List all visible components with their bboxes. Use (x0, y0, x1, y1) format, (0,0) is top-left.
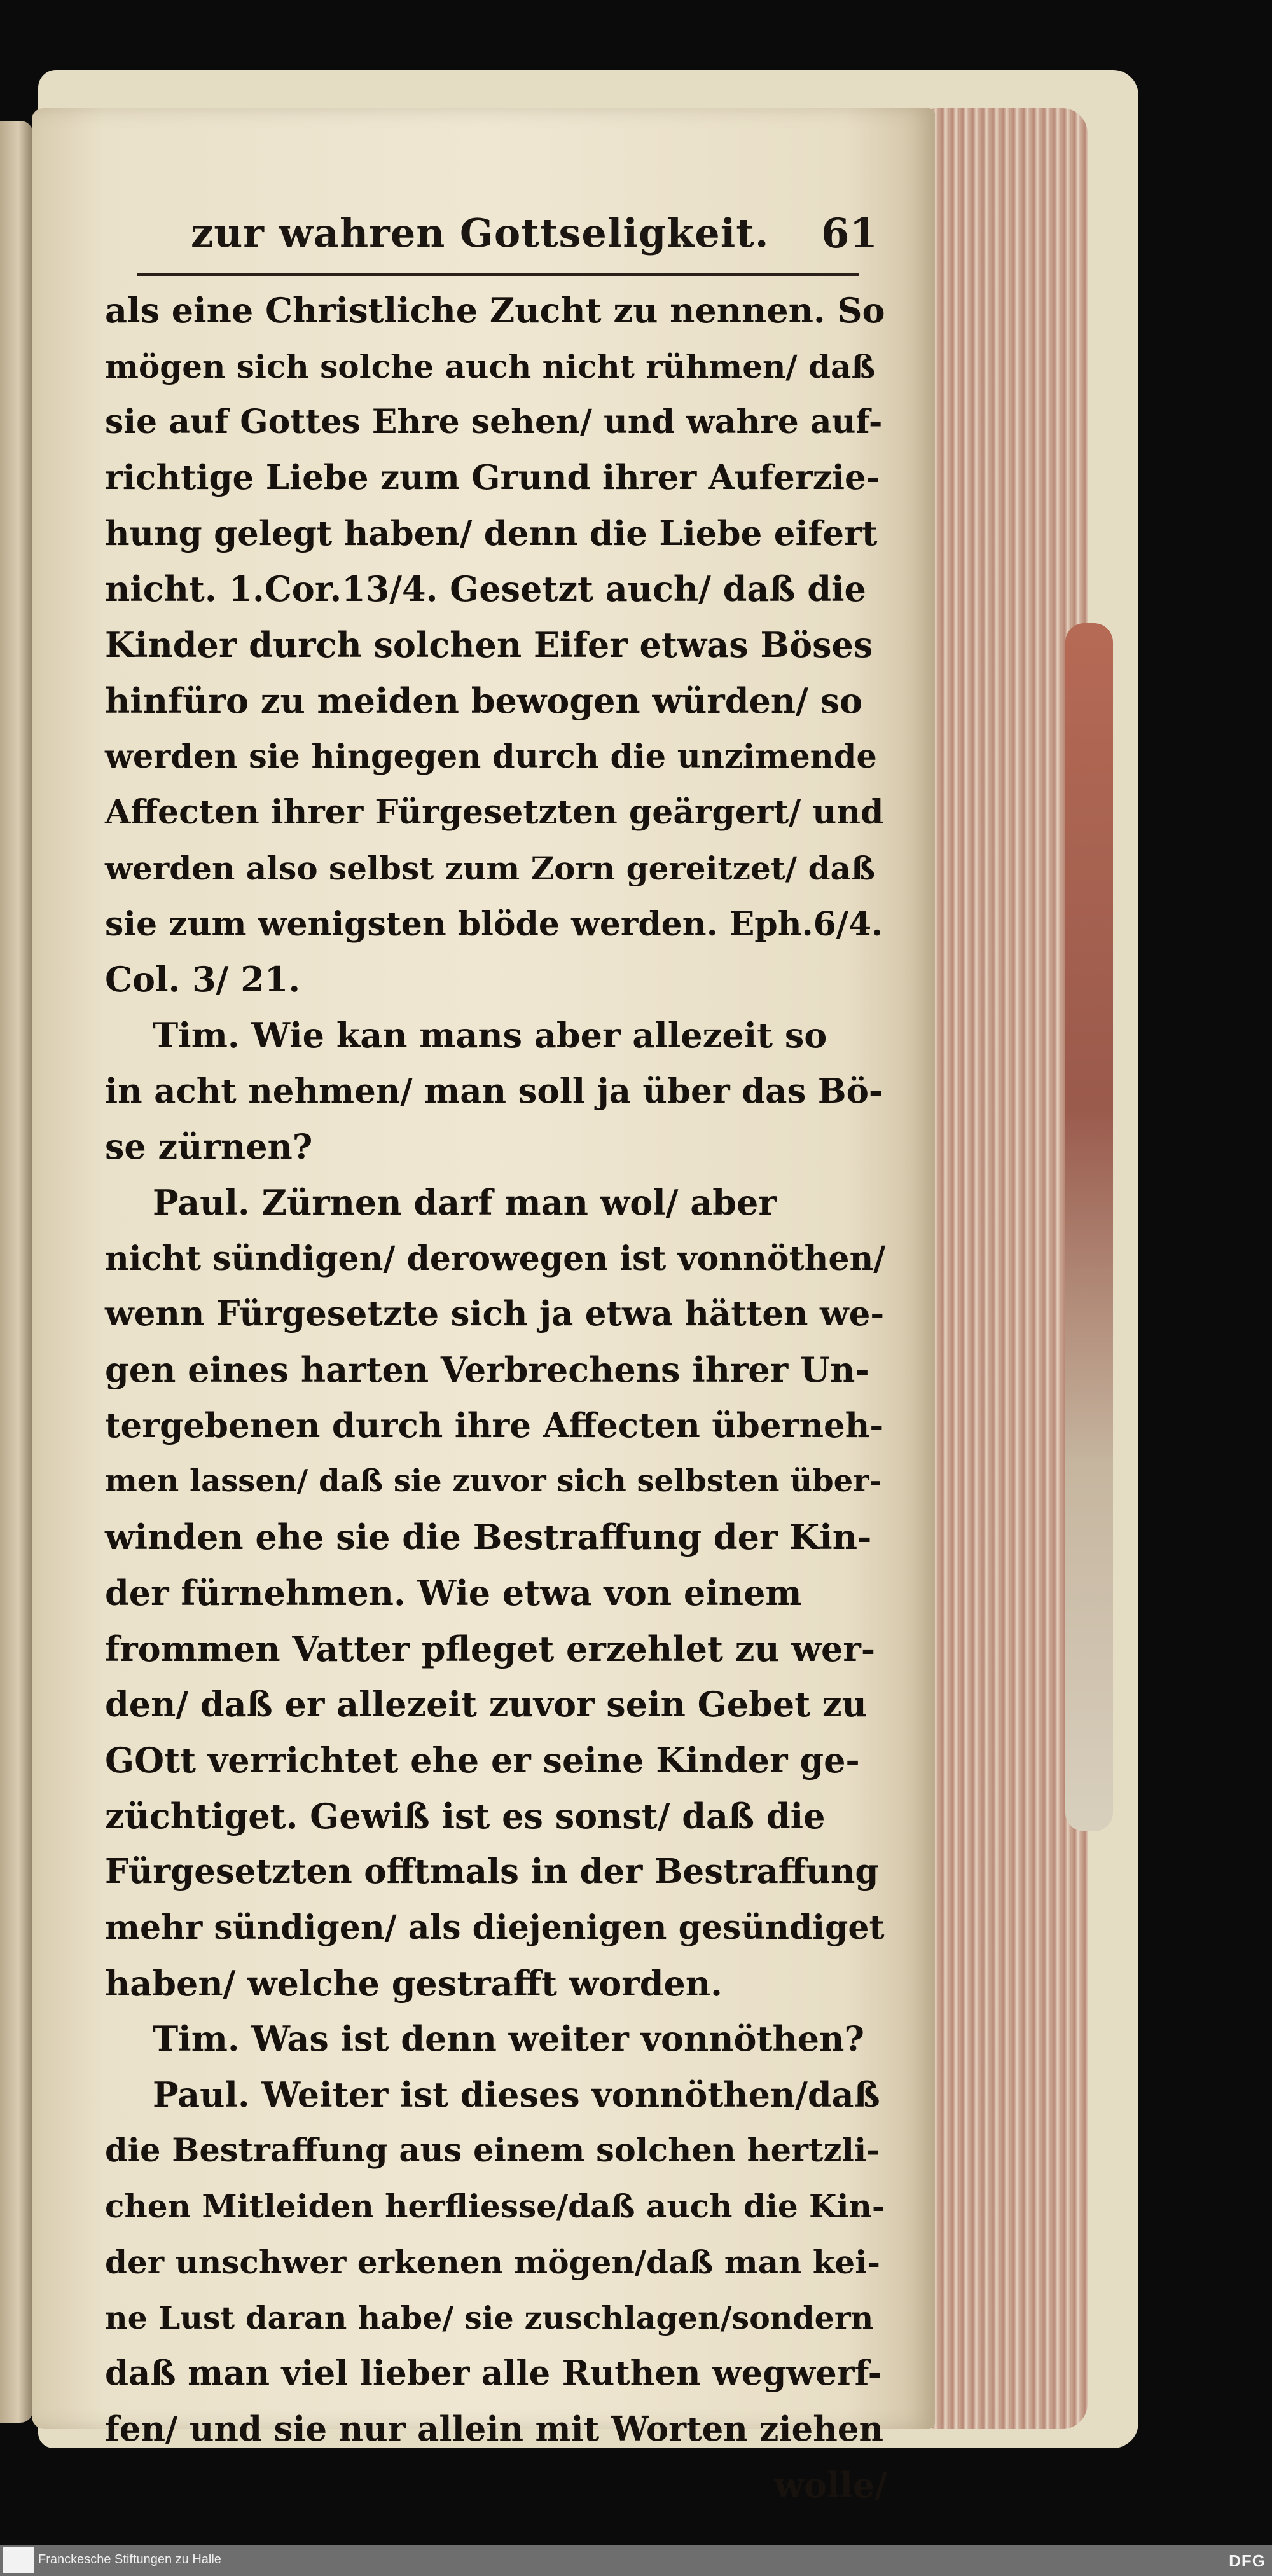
text-line: Affecten ihrer Fürgesetzten geärgert/ und (105, 793, 884, 832)
page-header (191, 210, 878, 280)
text-line: Paul. Zürnen darf man wol/ aber (153, 1182, 777, 1223)
text-line: die Bestraffung aus einem solchen hertzli- (105, 2131, 880, 2170)
text-line: richtige Liebe zum Grund ihrer Auferzie- (105, 458, 880, 498)
text-line: wenn Fürgesetzte sich ja etwa hätten we- (105, 1294, 885, 1334)
text-line: fen/ und sie nur allein mit Worten ziehen (105, 2409, 884, 2449)
text-line: ne Lust daran habe/ sie zuschlagen/sondern (105, 2299, 874, 2336)
viewer-footer (0, 2545, 1272, 2576)
text-line: in acht nehmen/ man soll ja über das Bö- (105, 1071, 883, 1111)
institution-logo-icon (3, 2547, 34, 2573)
text-line: gen eines harten Verbrechens ihrer Un- (105, 1349, 869, 1391)
text-line: sie zum wenigsten blöde werden. Eph.6/4. (105, 904, 883, 944)
text-line: der fürnehmen. Wie etwa von einem (105, 1572, 802, 1613)
text-line: Tim. Was ist denn weiter vonnöthen? (153, 2018, 864, 2060)
text-line: se zürnen? (105, 1126, 313, 1167)
facing-page-edge (0, 121, 33, 2423)
page-edges (929, 108, 1088, 2429)
text-line: der unschwer erkenen mögen/daß man kei- (105, 2243, 880, 2282)
running-head: zur wahren Gottseligkeit. (191, 210, 770, 256)
text-line: werden sie hingegen durch die unzimende (105, 737, 877, 776)
text-line: nicht sündigen/ derowegen ist vonnöthen/ (105, 1239, 886, 1278)
text-line: sie auf Gottes Ehre sehen/ und wahre auf- (105, 403, 883, 442)
text-line: hung gelegt haben/ denn die Liebe eifert (105, 513, 878, 553)
text-line: Tim. Wie kan mans aber allezeit so (153, 1014, 827, 1056)
text-line: den/ daß er allezeit zuvor sein Gebet zu (105, 1684, 867, 1725)
dfg-logo: DFG (1229, 2551, 1266, 2570)
text-line: nicht. 1.Cor.13/4. Gesetzt auch/ daß die (105, 568, 866, 610)
header-rule (137, 273, 859, 276)
edge-damage (1065, 623, 1113, 1831)
text-line: als eine Christliche Zucht zu nennen. So (105, 290, 885, 331)
text-line: frommen Vatter pfleget erzehlet zu wer- (105, 1628, 876, 1669)
catchword: wolle/ (774, 2464, 887, 2505)
text-line: mehr sündigen/ als diejenigen gesündiget (105, 1908, 885, 1947)
text-line: hinfüro zu meiden bewogen würden/ so (105, 680, 863, 721)
text-line: chen Mitleiden herfliesse/daß auch die Kin- (105, 2187, 885, 2226)
text-line: Fürgesetzten offtmals in der Bestraffung (105, 1852, 879, 1892)
page-number: 61 (820, 210, 878, 258)
body-text (105, 283, 887, 2514)
text-line: werden also selbst zum Zorn gereitzet/ daß (105, 849, 875, 887)
text-line: daß man viel lieber alle Ruthen wegwerf- (105, 2353, 882, 2393)
text-line: haben/ welche gestrafft worden. (105, 1962, 722, 2004)
text-line: tergebenen durch ihre Affecten überneh- (105, 1405, 884, 1445)
text-line: Paul. Weiter ist dieses vonnöthen/daß (153, 2074, 880, 2115)
footer-credit: Franckesche Stiftungen zu Halle (38, 2552, 221, 2566)
text-line: mögen sich solche auch nicht rühmen/ daß (105, 347, 876, 385)
text-line: züchtiget. Gewiß ist es sonst/ daß die (105, 1795, 826, 1836)
text-line: Kinder durch solchen Eifer etwas Böses (105, 624, 873, 666)
text-line: men lassen/ daß sie zuvor sich selbsten über- (105, 1463, 882, 1499)
text-line: Col. 3/ 21. (105, 959, 301, 1000)
text-line: GOtt verrichtet ehe er seine Kinder ge- (105, 1739, 860, 1780)
text-line: winden ehe sie die Bestraffung der Kin- (105, 1517, 872, 1558)
